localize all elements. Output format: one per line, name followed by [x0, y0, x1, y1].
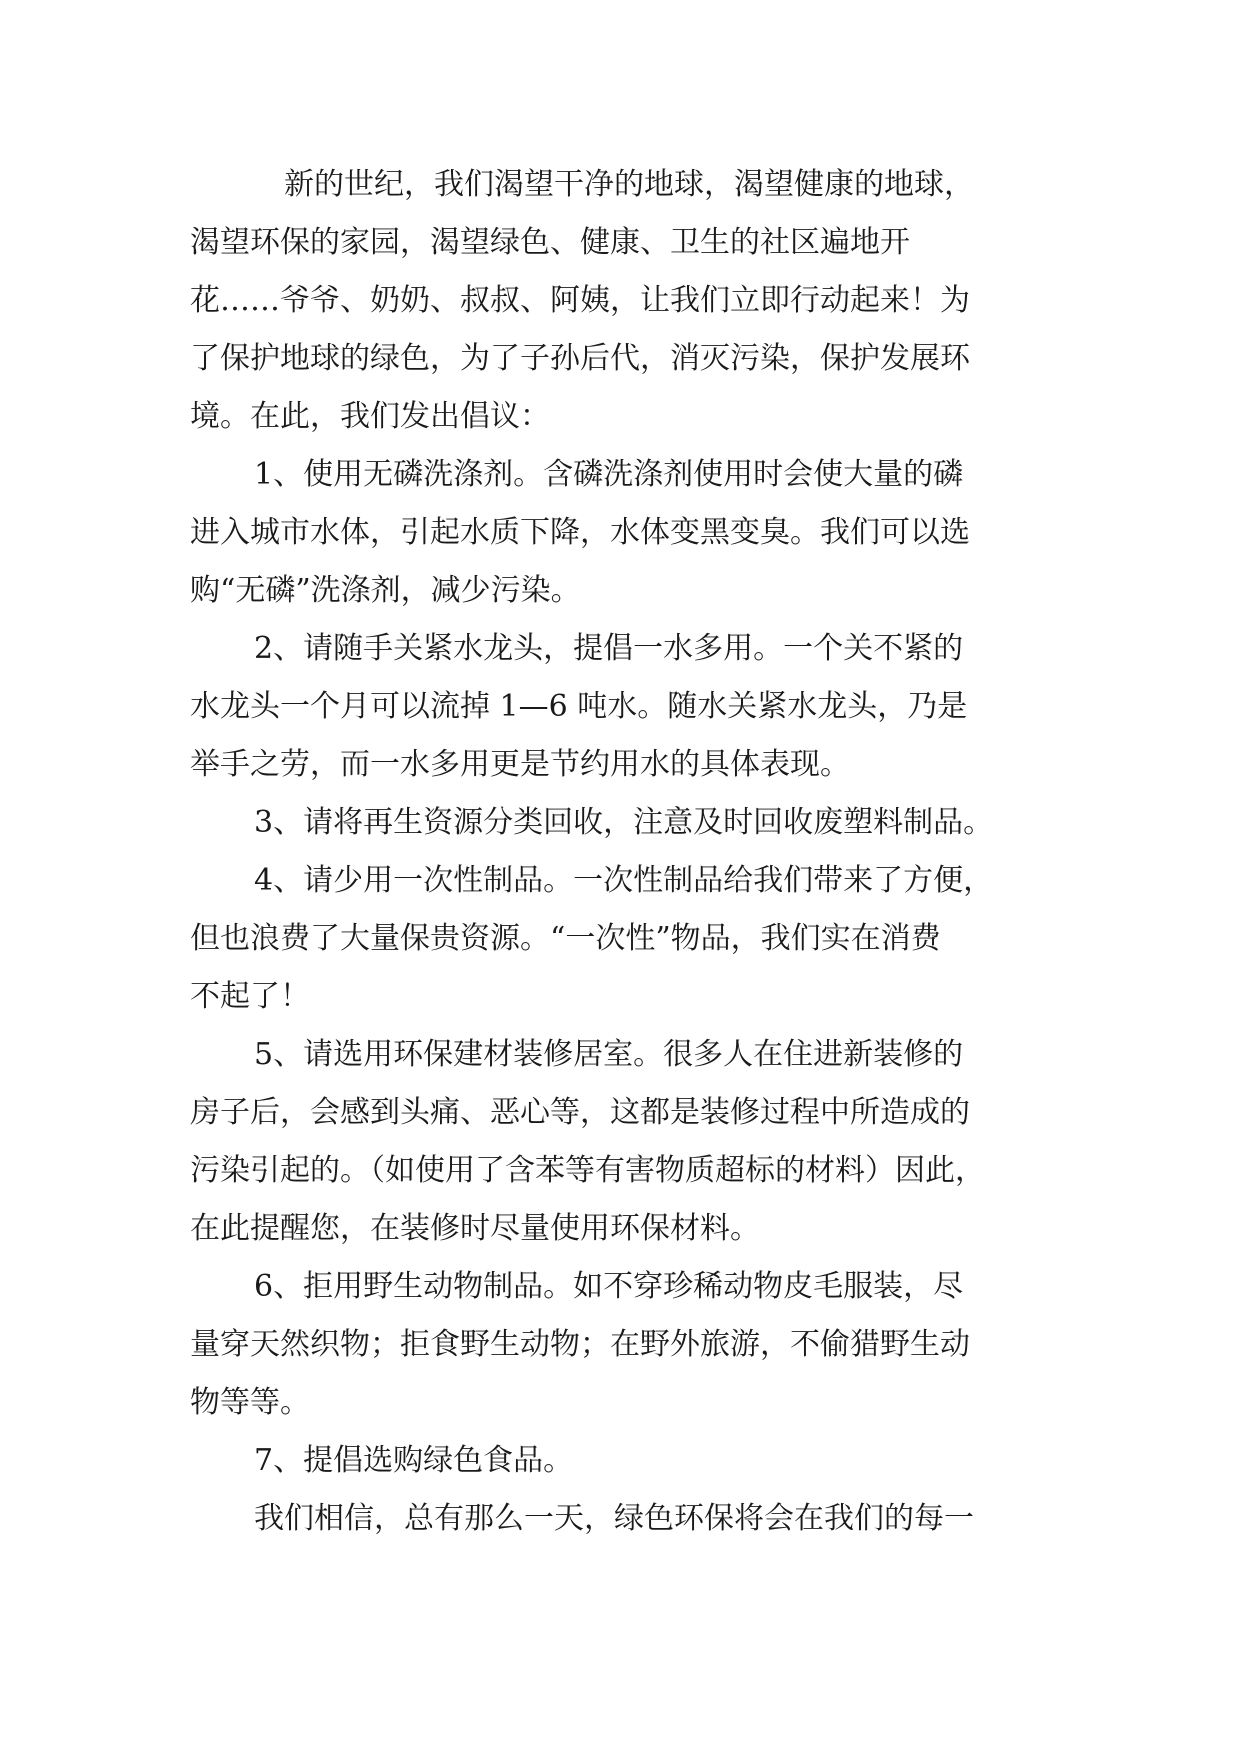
text-line: 1、使用无磷洗涤剂。含磷洗涤剂使用时会使大量的磷 — [254, 457, 964, 492]
text-line: 7、提倡选购绿色食品。 — [254, 1443, 574, 1478]
text-line: 3、请将再生资源分类回收，注意及时回收废塑料制品。 — [254, 805, 994, 840]
text-line: 购“无磷”洗涤剂，减少污染。 — [190, 573, 581, 608]
text-line: 2、请随手关紧水龙头，提倡一水多用。一个关不紧的 — [254, 631, 964, 666]
text-line: 4、请少用一次性制品。一次性制品给我们带来了方便， — [254, 863, 994, 898]
text-line: 在此提醒您，在装修时尽量使用环保材料。 — [190, 1211, 760, 1246]
text-line: 花……爷爷、奶奶、叔叔、阿姨，让我们立即行动起来！为 — [190, 283, 970, 318]
text-line: 举手之劳，而一水多用更是节约用水的具体表现。 — [190, 747, 850, 782]
proposal-item-7 — [190, 1432, 1070, 1490]
text-line: 房子后，会感到头痛、恶心等，这都是装修过程中所造成的 — [190, 1095, 970, 1130]
text-line: 渴望环保的家园，渴望绿色、健康、卫生的社区遍地开 — [190, 225, 910, 260]
proposal-item-5 — [190, 1026, 1070, 1258]
proposal-item-1 — [190, 446, 1070, 620]
text-line: 污染引起的。（如使用了含苯等有害物质超标的材料）因此， — [190, 1153, 985, 1188]
text-line: 进入城市水体，引起水质下降，水体变黑变臭。我们可以选 — [190, 515, 970, 550]
text-line: 但也浪费了大量保贵资源。“一次性”物品，我们实在消费 — [190, 921, 941, 956]
text-line: 6、拒用野生动物制品。如不穿珍稀动物皮毛服装，尽 — [254, 1269, 964, 1304]
text-line: 量穿天然织物；拒食野生动物；在野外旅游，不偷猎野生动 — [190, 1327, 970, 1362]
closing-paragraph — [190, 1490, 1070, 1548]
text-line: 我们相信，总有那么一天，绿色环保将会在我们的每一 — [254, 1501, 974, 1536]
proposal-item-2 — [190, 620, 1070, 794]
text-line: 物等等。 — [190, 1385, 310, 1420]
text-line: 境。在此，我们发出倡议： — [190, 399, 550, 434]
proposal-item-3 — [190, 794, 1070, 852]
intro-paragraph — [190, 156, 1070, 446]
proposal-item-6 — [190, 1258, 1070, 1432]
text-line: 不起了！ — [190, 979, 310, 1014]
text-line: 了保护地球的绿色，为了子孙后代，消灭污染，保护发展环 — [190, 341, 970, 376]
proposal-item-4 — [190, 852, 1070, 1026]
text-line: 新的世纪，我们渴望干净的地球，渴望健康的地球， — [284, 167, 974, 202]
text-line: 5、请选用环保建材装修居室。很多人在住进新装修的 — [254, 1037, 964, 1072]
text-line: 水龙头一个月可以流掉 1—6 吨水。随水关紧水龙头，乃是 — [190, 689, 968, 724]
